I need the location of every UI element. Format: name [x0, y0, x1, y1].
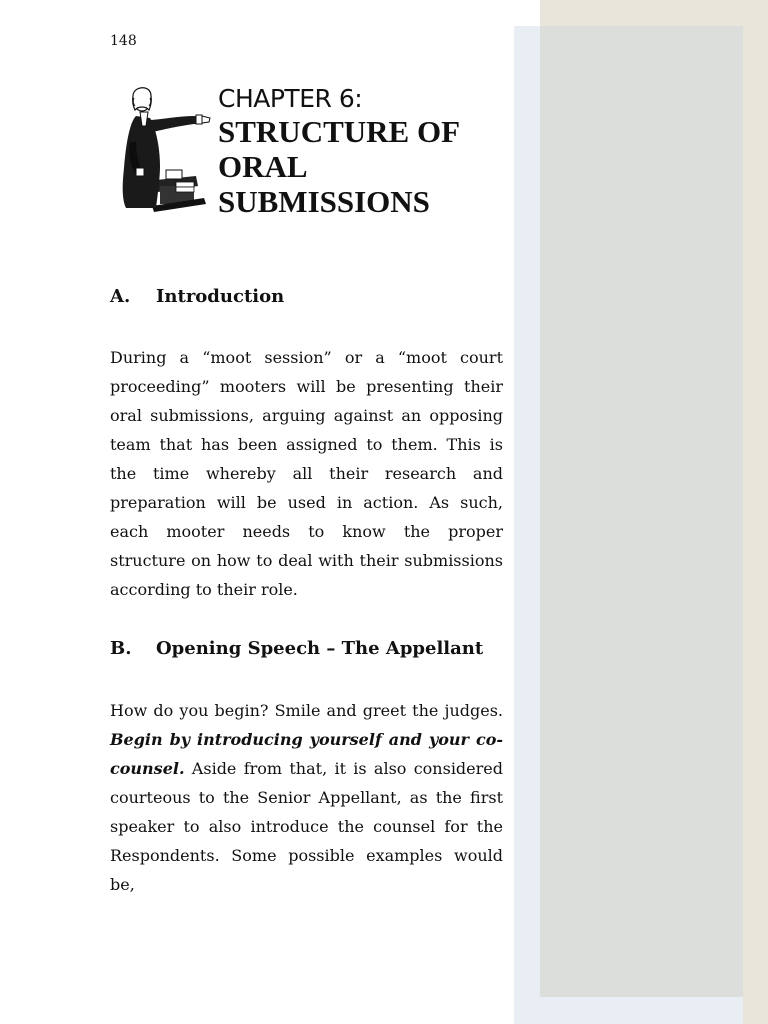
chapter-title-line: STRUCTURE OF [218, 114, 461, 149]
section-heading-introduction [110, 286, 284, 307]
page-number: 148 [110, 33, 137, 49]
section-heading-opening-speech [110, 638, 483, 659]
paragraph-rest: Aside from that, it is also considered courteous to the Senior Appellant, as the first speaker to also introduce the counsel for the Respondents. Some possible examples would be, [110, 759, 503, 894]
chapter-title-line: ORAL [218, 149, 308, 184]
paragraph-emphasis: Begin by introducing yourself and your co-counsel. [110, 730, 503, 778]
section-title: Opening Speech – The Appellant [156, 638, 484, 659]
opening-speech-paragraph [110, 696, 503, 899]
orator-lawyer-icon [116, 82, 212, 216]
introduction-paragraph: During a “moot session” or a “moot court proceeding” mooters will be presenting their oral submissions, arguing against an opposing team that has been assigned to them. This is the time whereby all their research and preparation will be used in action. As such, each mooter needs to know the proper structure on how to deal with their submissions according to their role. [110, 348, 503, 599]
chapter-label: CHAPTER 6: [218, 84, 363, 113]
chapter-title [218, 114, 508, 219]
section-title: Introduction [156, 286, 285, 307]
section-letter: A. [110, 286, 131, 307]
side-panel-gray [540, 26, 743, 997]
section-letter: B. [110, 638, 132, 659]
chapter-title-line: SUBMISSIONS [218, 184, 430, 219]
paragraph-lead: How do you begin? Smile and greet the judges. [110, 701, 503, 720]
